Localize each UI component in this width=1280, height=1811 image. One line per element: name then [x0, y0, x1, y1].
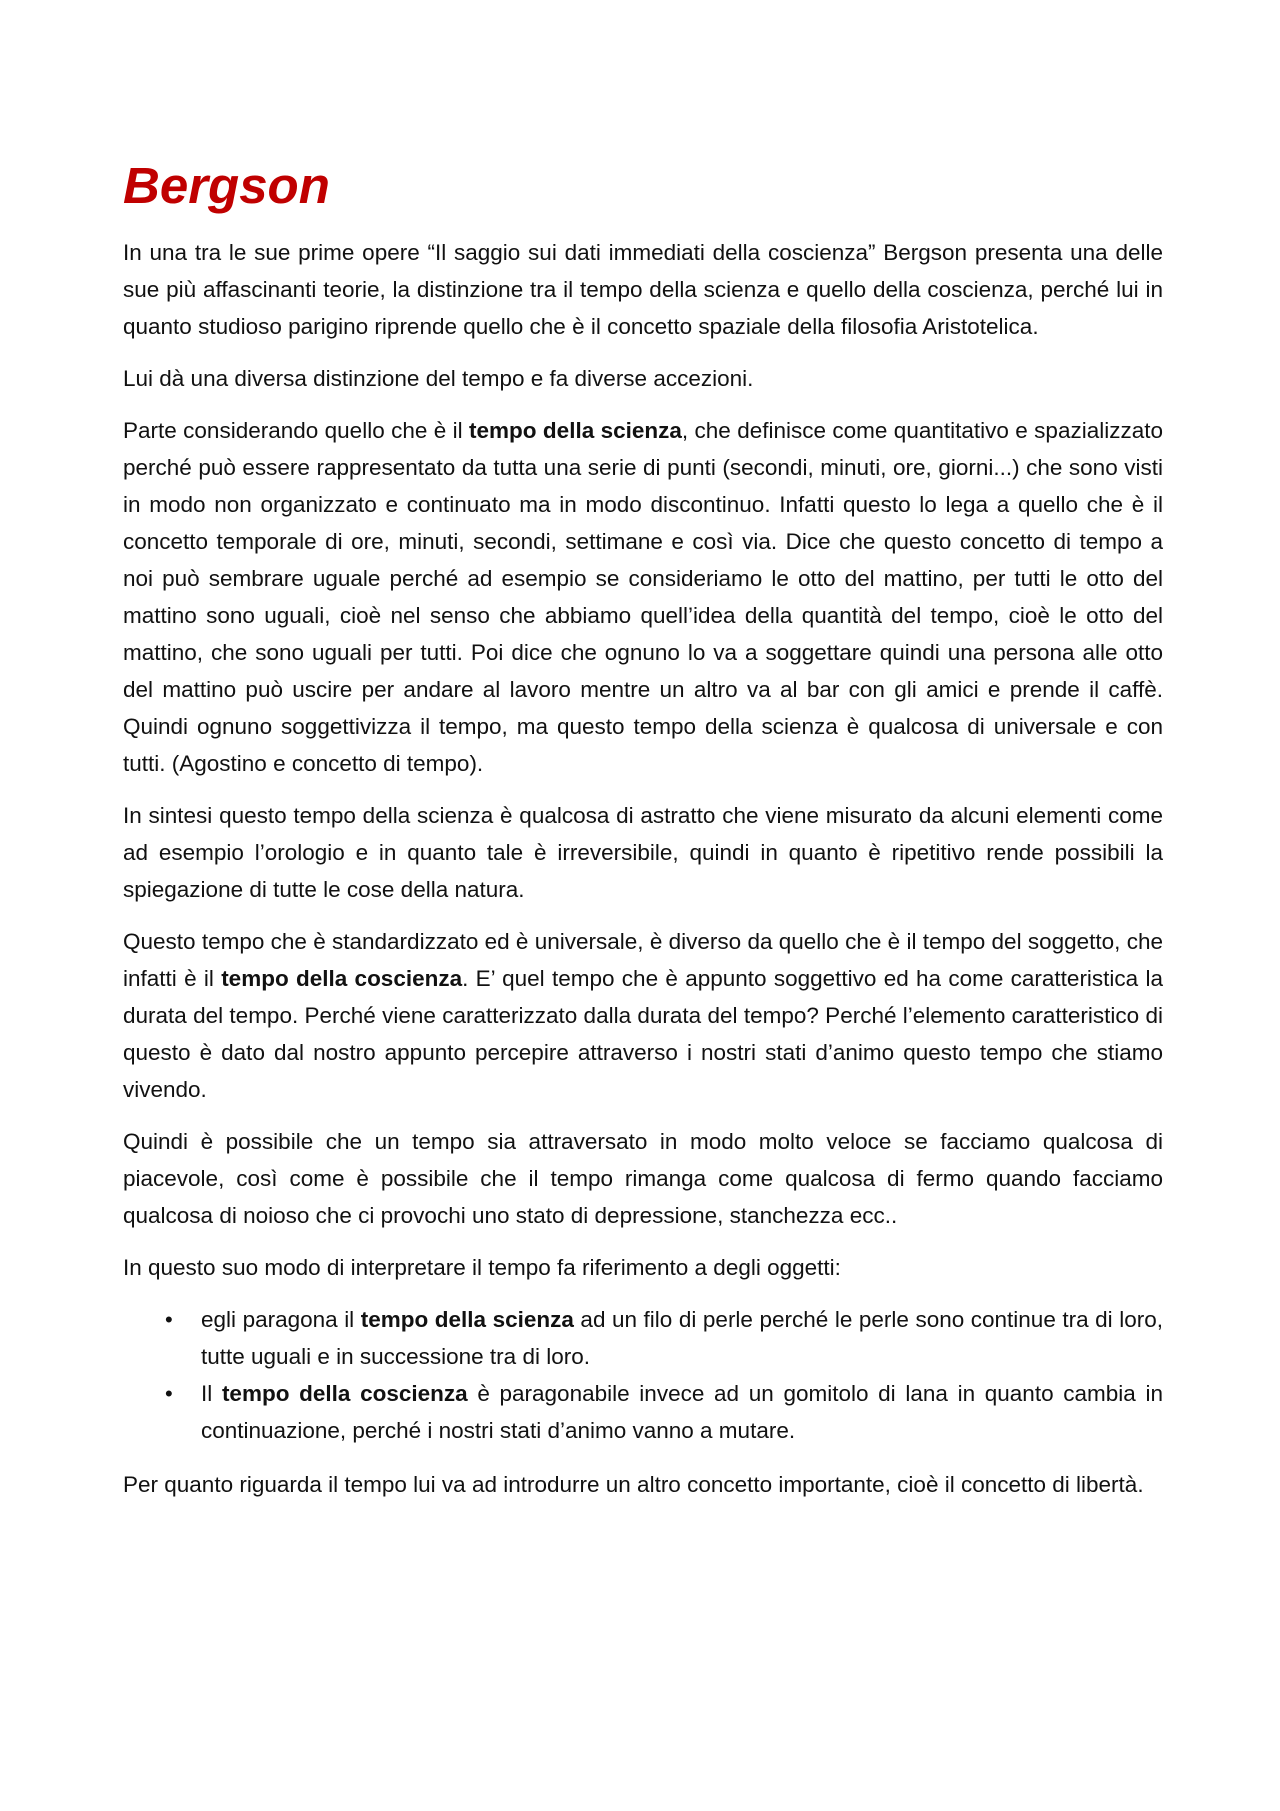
page-title: Bergson — [123, 157, 330, 214]
paragraph-sintesi: In sintesi questo tempo della scienza è qualcosa di astratto che viene misurato da alcuni elementi come ad esempio l’orologio e in quanto tale è irreversibile, quindi in quanto è ripetitivo rende possibili la spiegazione di tutte le cose della natura. — [123, 803, 1163, 903]
bold-term: tempo della scienza — [360, 1307, 574, 1333]
bold-term-tempo-scienza: tempo della scienza — [469, 418, 682, 444]
text-span: egli paragona il — [201, 1307, 361, 1333]
paragraph-tempo-coscienza — [123, 923, 1163, 1108]
text-span: ad un filo di perle perché le perle sono continue tra di loro, tutte uguali e in successione tra di loro. — [201, 1307, 1163, 1370]
text-span: Questo tempo che è standardizzato ed è universale, è diverso da quello che è il tempo del soggetto, che infatti è il — [123, 929, 1163, 992]
paragraph-liberta: Per quanto riguarda il tempo lui va ad introdurre un altro concetto importante, cioè il concetto di libertà. — [123, 1472, 1144, 1498]
paragraph-tempo-scienza — [123, 412, 1163, 782]
text-span: Parte considerando quello che è il — [123, 418, 470, 444]
paragraph-oggetti: In questo suo modo di interpretare il tempo fa riferimento a degli oggetti: — [123, 1255, 841, 1281]
document-page — [123, 158, 1163, 1518]
bullet-icon: • — [165, 1307, 173, 1333]
paragraph-intro: In una tra le sue prime opere “Il saggio sui dati immediati della coscienza” Bergson presenta una delle sue più affascinanti teorie, la distinzione tra il tempo della scienza e quello della coscienza, perché lui in quanto studioso parigino riprende quello che è il concetto spaziale della filosofia Aristotelica. — [123, 240, 1163, 340]
bold-term: tempo della coscienza — [221, 1381, 468, 1407]
list-item — [123, 1375, 1163, 1449]
bullet-icon: • — [165, 1381, 173, 1407]
text-span: . E’ quel tempo che è appunto soggettivo ed ha come caratteristica la durata del tempo. Perché viene caratterizzato dalla durata del tempo? Perché l’elemento caratteristico di questo è dato dal nostro appunto percepire attraverso i nostri stati d’animo questo tempo che stiamo vivendo. — [123, 966, 1164, 1103]
list-item — [123, 1301, 1163, 1375]
paragraph-distinction: Lui dà una diversa distinzione del tempo e fa diverse accezioni. — [123, 366, 754, 392]
bold-term-tempo-coscienza: tempo della coscienza — [221, 966, 463, 992]
text-span: Il — [201, 1381, 222, 1407]
paragraph-velocita-tempo: Quindi è possibile che un tempo sia attraversato in modo molto veloce se facciamo qualcosa di piacevole, così come è possibile che il tempo rimanga come qualcosa di fermo quando facciamo qualcosa di noioso che ci provochi uno stato di depressione, stanchezza ecc.. — [123, 1129, 1163, 1229]
text-span: è paragonabile invece ad un gomitolo di lana in quanto cambia in continuazione, perché i nostri stati d’animo vanno a mutare. — [201, 1381, 1163, 1444]
bullet-list — [123, 1301, 1163, 1449]
text-span: , che definisce come quantitativo e spazializzato perché può essere rappresentato da tutta una serie di punti (secondi, minuti, ore, giorni...) che sono visti in modo non organizzato e continuato ma in modo discontinuo. Infatti questo lo lega a quello che è il concetto temporale di ore, minuti, secondi, settimane e così via. Dice che questo concetto di tempo a noi può sembrare uguale perché ad esempio se consideriamo le otto del mattino, per tutti le otto del mattino sono uguali, cioè nel senso che abbiamo quell’idea della quantità del tempo, cioè le otto del mattino, che sono uguali per tutti. Poi dice che ognuno lo va a soggettare quindi una persona alle otto del mattino può uscire per andare al lavoro mentre un altro va al bar con gli amici e prende il caffè. Quindi ognuno soggettivizza il tempo, ma questo tempo della scienza è qualcosa di universale e con tutti. (Agostino e concetto di tempo). — [123, 418, 1163, 777]
